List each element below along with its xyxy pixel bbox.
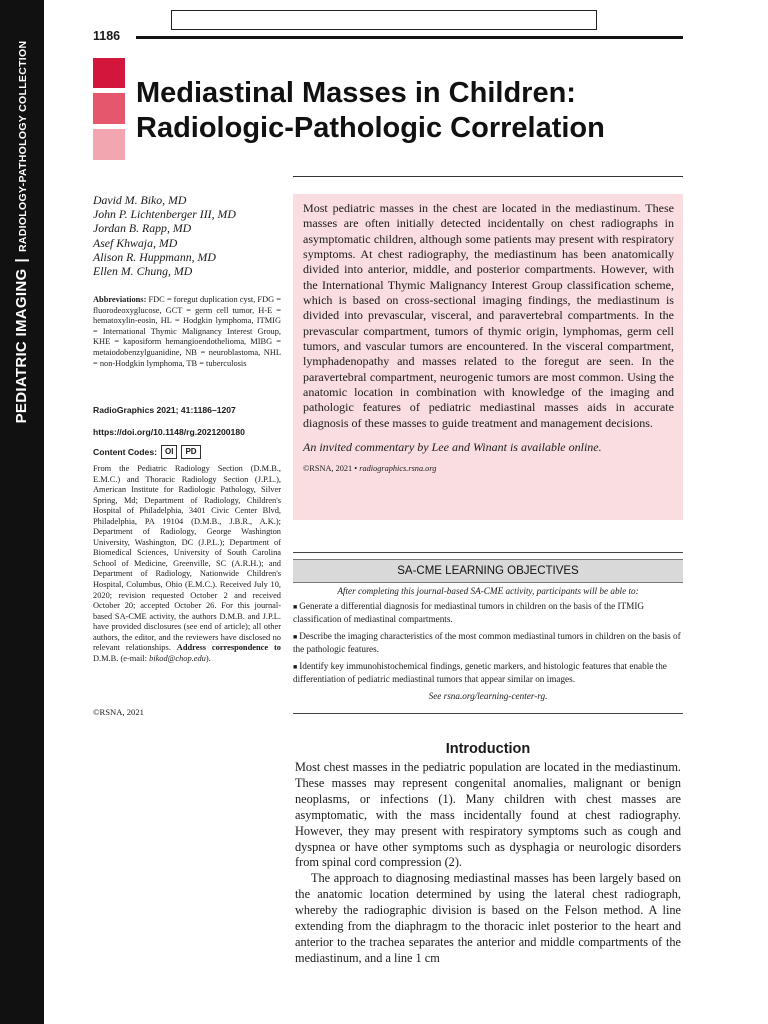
correspondence-end: ).: [205, 653, 211, 663]
paragraph: The approach to diagnosing mediastinal masses has been largely based on the anatomic location determined by using the lateral chest radiograph, whereby the radiographic division is based on the Felson method. A line extending from the diaphragm to the thoracic inlet posterior to the heart and anterior to the trachea separates the anterior and middle compartments of the mediastinum, and a line 1 cm: [295, 871, 681, 965]
abbreviations-text: FDC = foregut duplication cyst, FDG = fluorodeoxyglucose, GCT = germ cell tumor, H-E = hematoxylin-eosin, HL = Hodgkin lymphoma, ITMIG = International Thymic Malignancy Interest Group, KHE = kaposiform hemangioendothelioma, MIBG = metaiodobenzylguanidine, NB = neuroblastoma, NHL = non-Hodgkin lymphoma, TB = tuberculosis: [93, 295, 281, 368]
title-line-2: Radiologic-Pathologic Correlation: [136, 112, 605, 144]
cme-intro: After completing this journal-based SA-CME activity, participants will be able to:: [337, 586, 639, 596]
cme-objective: [293, 601, 683, 625]
affiliations-text: From the Pediatric Radiology Section (D.M.B., E.M.C.) and Thoracic Radiology Section (J.P.L.), American Institute for Radiologic Pathology, Silver Spring, Md; Department of Radiology, Children's Hospital of Philadelphia, 3401 Civic Center Blvd, Philadelphia, PA 19104 (D.M.B., J.B.R., A.K.); Department of Radiology, George Washington University, Washington, DC (J.P.L.); Department of Biomedical Sciences, University of South Carolina School of Medicine, Greenville, SC (A.R.H.); and Department of Radiology, Nationwide Children's Hospital, Columbus, Ohio (E.M.C.). Received July 10, 2020; revision requested October 2 and received October 20; accepted October 26. For this journal-based SA-CME activity, the authors D.M.B. and J.P.L. have provided disclosures (see end of article); all other authors, the editor, and the reviewers have disclosed no relevant relationships.: [93, 464, 281, 653]
introduction-body: [295, 760, 681, 967]
cme-objective-text: Describe the imaging characteristics of the most common mediastinal tumors in children on the basis of the pathologic features.: [293, 631, 681, 654]
square-bullet-icon: ■: [293, 603, 298, 611]
header-box: [171, 10, 597, 30]
invited-commentary: An invited commentary by Lee and Winant is available online.: [303, 440, 602, 455]
journal-site-link[interactable]: radiographics.rsna.org: [359, 464, 437, 474]
cme-objective-text: Generate a differential diagnosis for mediastinal tumors in children on the basis of the ITMIG classification of mediastinal compartments.: [293, 601, 645, 624]
author: Alison R. Huppmann, MD: [93, 249, 216, 264]
citation: RadioGraphics 2021; 41:1186–1207: [93, 405, 236, 415]
sidebar-label: [13, 41, 31, 424]
doi-link[interactable]: https://doi.org/10.1148/rg.2021200180: [93, 427, 245, 437]
abstract-text: Most pediatric masses in the chest are located in the mediastinum. These masses are often initially detected incidentally on chest radiographs in asymptomatic children, although some patients may present with respiratory symptoms. At chest radiography, the mediastinum has been anatomically divided into anterior, middle, and posterior compartments. However, with the International Thymic Malignancy Interest Group classification scheme, which is based on cross-sectional imaging findings, the mediastinum is divided into prevascular, visceral, and paravertebral compartments. In the prevascular compartment, tumors of thymic origin, lymphomas, germ cell tumors, and vascular tumors are encountered. In the visceral compartment, lymphadenopathy and masses related to the foregut are seen. In the paravertebral compartment, neurogenic tumors are most common. Using the anatomic location in combination with knowledge of the imaging and pathologic features of pediatric mediastinal masses aids in accurate diagnosis of these masses to guide treatment and management decisions.: [303, 201, 674, 430]
cme-objective: [293, 631, 683, 655]
cme-objective-text: Identify key immunohistochemical findings, genetic markers, and histologic features that enable the differentiation of pediatric mediastinal tumors that appear similar on images.: [293, 661, 667, 684]
copyright-left: ©RSNA, 2021: [93, 707, 144, 717]
square-bullet-icon: ■: [293, 633, 298, 641]
abstract-box: [293, 194, 683, 520]
correspondence-label: Address correspondence to: [176, 643, 281, 653]
accent-square-1: [93, 58, 125, 88]
content-code-badge: OI: [161, 445, 177, 459]
cme-objectives: [293, 601, 683, 691]
author: Ellen M. Chung, MD: [93, 264, 193, 279]
accent-square-3: [93, 129, 125, 160]
page-number: 1186: [93, 29, 121, 43]
cme-objective: [293, 661, 683, 685]
author: Jordan B. Rapp, MD: [93, 221, 192, 236]
paragraph: Most chest masses in the pediatric population are located in the mediastinum. These masses may represent congenital anomalies, malignant or benign neoplasms, or infections (1). Many children with chest masses are asymptomatic, with the mass incidentally found at chest radiography. However, they may present with respiratory symptoms such as cough and dyspnea or have other symptoms such as dysphagia or neurologic disorders from spinal cord compression (2).: [295, 760, 681, 870]
author: Asef Khwaja, MD: [93, 235, 178, 250]
correspondence-text: D.M.B. (e-mail:: [93, 653, 150, 663]
cme-see-link[interactable]: See rsna.org/learning-center-rg.: [428, 691, 548, 701]
header-rule: [136, 36, 683, 39]
affiliations: [93, 464, 281, 664]
square-bullet-icon: ■: [293, 663, 298, 671]
abstract-copyright: [303, 464, 674, 473]
accent-square-2: [93, 93, 125, 124]
abbreviations: [93, 295, 281, 369]
content-codes: [93, 445, 201, 459]
cme-top-rule: [293, 552, 683, 553]
collection-name: RADIOLOGY-PATHOLOGY COLLECTION: [17, 40, 29, 253]
sidebar-separator: |: [13, 258, 30, 263]
author: David M. Biko, MD: [93, 193, 187, 207]
title-line-1: Mediastinal Masses in Children:: [136, 77, 576, 109]
author-list: [93, 193, 283, 278]
article-title: [136, 76, 696, 146]
author: John P. Lichtenberger III, MD: [93, 207, 236, 222]
content-code-badge: PD: [181, 445, 200, 459]
section-name: PEDIATRIC IMAGING: [13, 268, 30, 424]
introduction-heading: Introduction: [445, 741, 531, 757]
cme-bottom-rule: [293, 713, 683, 714]
abbreviations-label: Abbreviations:: [93, 295, 147, 304]
correspondence-email[interactable]: bikod@chop.edu: [149, 653, 206, 663]
copyright-text: ©RSNA, 2021 •: [303, 464, 358, 474]
content-codes-label: Content Codes:: [93, 447, 157, 457]
cme-title: SA-CME LEARNING OBJECTIVES: [293, 559, 683, 583]
title-rule: [293, 176, 683, 177]
